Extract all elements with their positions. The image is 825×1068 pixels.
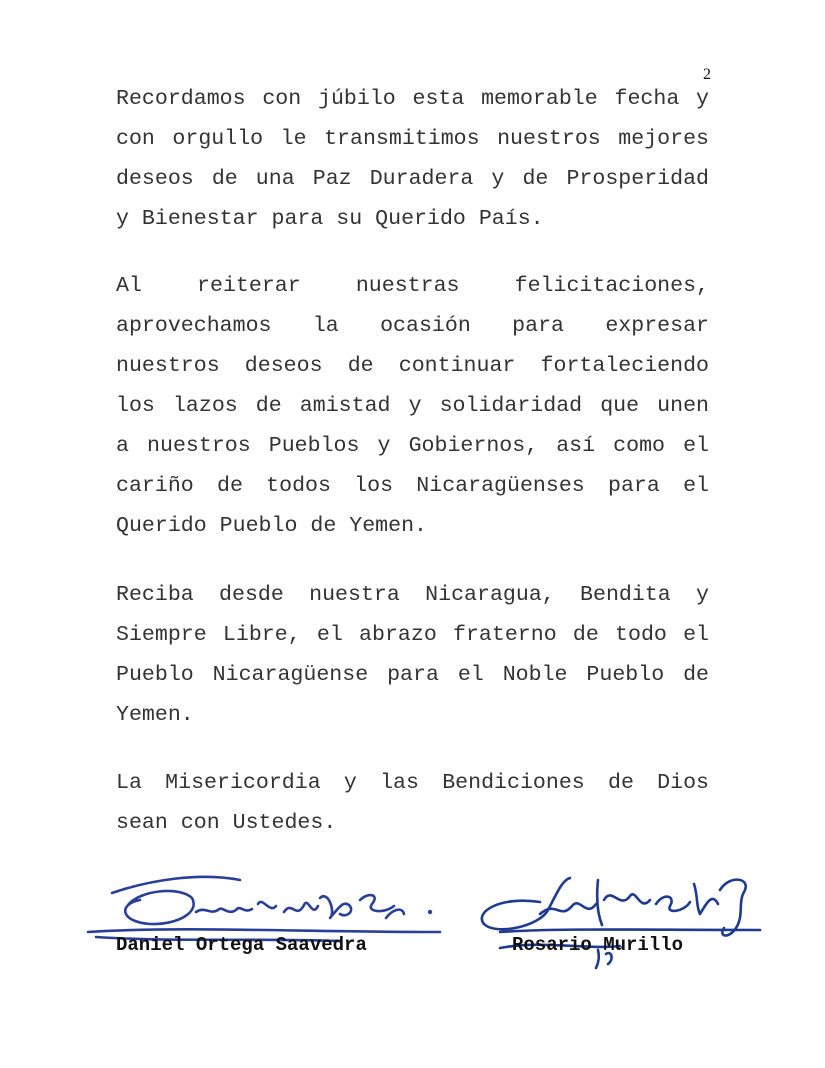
text-line: Siempre Libre, el abrazo fraterno de todo el (116, 623, 709, 647)
text-line: los lazos de amistad y solidaridad que unen (116, 394, 709, 418)
text-line: sean con Ustedes. (116, 811, 337, 835)
paragraph-4 (116, 763, 709, 843)
text-line: nuestros deseos de continuar fortaleciendo (116, 354, 709, 378)
text-line: Querido Pueblo de Yemen. (116, 514, 428, 538)
text-line: Al reiterar nuestras felicitaciones, (116, 274, 709, 298)
text-line: Pueblo Nicaragüense para el Noble Pueblo de (116, 663, 709, 687)
text-line: La Misericordia y las Bendiciones de Dios (116, 771, 709, 795)
text-line: Yemen. (116, 703, 194, 727)
paragraph-2 (116, 266, 709, 546)
text-line: cariño de todos los Nicaragüenses para el (116, 474, 709, 498)
signer-name-left: Daniel Ortega Saavedra (116, 934, 367, 956)
text-line: deseos de una Paz Duradera y de Prosperidad (116, 167, 709, 191)
text-line: y Bienestar para su Querido País. (116, 207, 544, 231)
signer-name-right: Rosario Murillo (512, 934, 684, 956)
paragraph-1 (116, 79, 709, 239)
page-number: 2 (703, 66, 711, 83)
text-line: Recordamos con júbilo esta memorable fecha y (116, 87, 709, 111)
text-line: aprovechamos la ocasión para expresar (116, 314, 709, 338)
text-line: Reciba desde nuestra Nicaragua, Bendita y (116, 583, 709, 607)
text-line: con orgullo le transmitimos nuestros mejores (116, 127, 709, 151)
text-line: a nuestros Pueblos y Gobiernos, así como el (116, 434, 709, 458)
paragraph-3 (116, 575, 709, 735)
